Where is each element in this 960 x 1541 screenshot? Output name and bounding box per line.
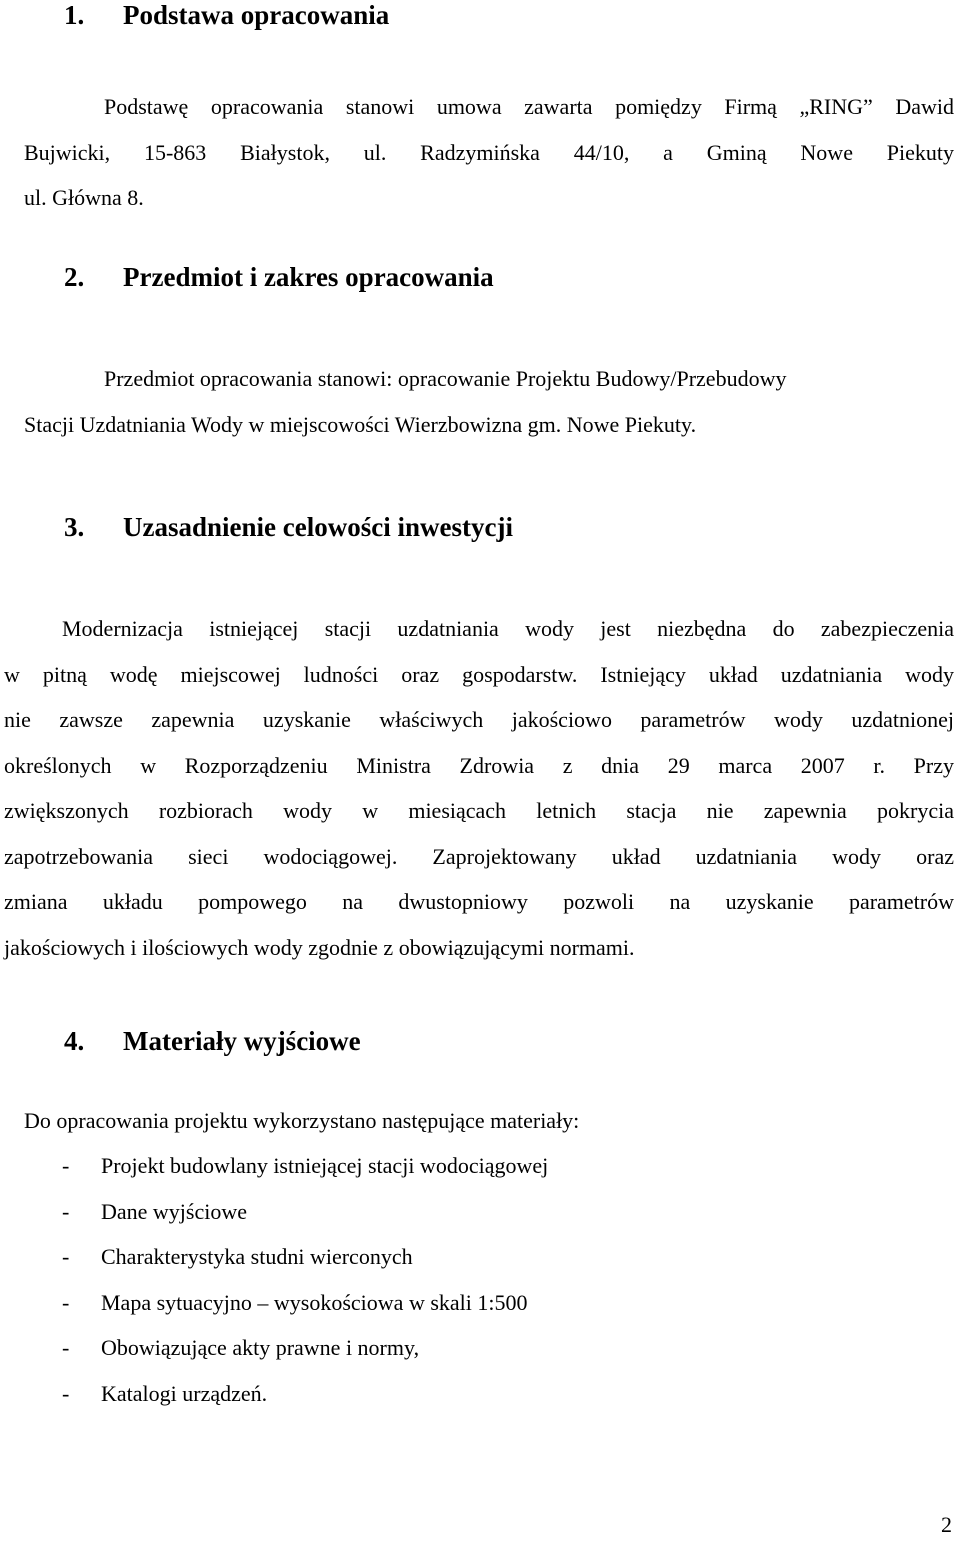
section-4-title: Materiały wyjściowe — [123, 1026, 361, 1056]
section-1-paragraph — [24, 84, 954, 221]
list-item-text: Katalogi urządzeń. — [101, 1380, 268, 1406]
paragraph-line: zwiększonych rozbiorach wody w miesiącach letnich stacja nie zapewnia pokrycia — [4, 798, 954, 823]
list-item — [0, 1371, 960, 1417]
list-item — [0, 1189, 960, 1235]
list-item-text: Dane wyjściowe — [101, 1198, 248, 1224]
list-item — [0, 1280, 960, 1326]
section-1-title: Podstawa opracowania — [123, 0, 390, 30]
paragraph-line: zapotrzebowania sieci wodociągowej. Zaprojektowany układ uzdatniania wody oraz — [4, 843, 954, 869]
paragraph-line: Bujwicki, 15-863 Białystok, ul. Radzymińska 44/10, a Gminą Nowe Piekuty — [24, 139, 954, 165]
paragraph-line: Podstawę opracowania stanowi umowa zawarta pomiędzy Firmą „RING” Dawid — [104, 94, 954, 119]
page-number: 2 — [941, 1512, 952, 1537]
paragraph-line: Stacji Uzdatniania Wody w miejscowości Wierzbowizna gm. Nowe Piekuty. — [24, 411, 697, 437]
list-dash: - — [62, 1244, 70, 1269]
section-4-intro — [24, 1098, 954, 1144]
paragraph-line: ul. Główna 8. — [24, 185, 144, 210]
list-dash: - — [62, 1198, 70, 1224]
list-dash: - — [62, 1380, 70, 1406]
list-item-text: Mapa sytuacyjno – wysokościowa w skali 1:500 — [101, 1289, 528, 1315]
list-item — [0, 1143, 960, 1189]
list-item-text: Projekt budowlany istniejącej stacji wodociągowej — [101, 1153, 549, 1178]
section-2-number: 2. — [64, 262, 85, 292]
paragraph-line: Do opracowania projektu wykorzystano następujące materiały: — [24, 1108, 580, 1133]
list-item — [0, 1234, 960, 1280]
paragraph-line: w pitną wodę miejscowej ludności oraz gospodarstw. Istniejący układ uzdatniania wody — [4, 661, 954, 687]
section-2-paragraph — [24, 356, 954, 447]
section-4-number: 4. — [64, 1026, 85, 1056]
list-item — [0, 1325, 960, 1371]
list-item-text: Obowiązujące akty prawne i normy, — [101, 1335, 420, 1360]
list-dash: - — [62, 1335, 70, 1360]
paragraph-line: Modernizacja istniejącej stacji uzdatniania wody jest niezbędna do zabezpieczenia — [62, 616, 954, 641]
paragraph-line: określonych w Rozporządzeniu Ministra Zdrowia z dnia 29 marca 2007 r. Przy — [4, 752, 954, 778]
paragraph-line: nie zawsze zapewnia uzyskanie właściwych jakościowo parametrów wody uzdatnionej — [4, 707, 954, 732]
section-3-number: 3. — [64, 512, 85, 542]
list-item-text: Charakterystyka studni wierconych — [101, 1244, 413, 1269]
section-3-title: Uzasadnienie celowości inwestycji — [123, 512, 513, 542]
section-3-paragraph — [4, 606, 954, 970]
section-1-number: 1. — [64, 0, 85, 30]
paragraph-line: jakościowych i ilościowych wody zgodnie z obowiązującymi normami. — [4, 934, 635, 960]
list-dash: - — [62, 1289, 70, 1315]
paragraph-line: Przedmiot opracowania stanowi: opracowanie Projektu Budowy/Przebudowy — [104, 366, 787, 391]
paragraph-line: zmiana układu pompowego na dwustopniowy pozwoli na uzyskanie parametrów — [4, 889, 954, 914]
list-dash: - — [62, 1153, 70, 1178]
section-2-title: Przedmiot i zakres opracowania — [123, 262, 494, 292]
materials-list — [0, 1143, 960, 1416]
